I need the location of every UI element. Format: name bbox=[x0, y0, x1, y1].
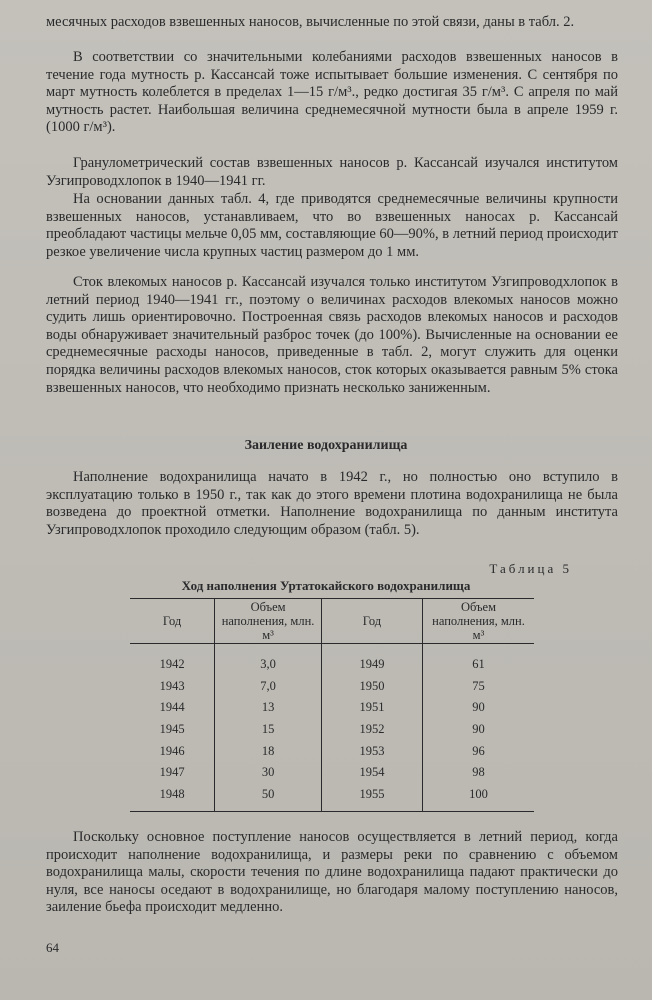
cell-year: 1944 bbox=[130, 697, 215, 719]
reservoir-filling-table bbox=[130, 598, 534, 812]
section-title: Заиление водохранилища bbox=[244, 438, 408, 453]
cell-volume: 13 bbox=[215, 697, 322, 719]
header-volume-2: Объем наполнения, млн. м³ bbox=[423, 599, 535, 644]
table-header-row bbox=[130, 599, 534, 644]
paragraph-reservoir-filling: Наполнение водохранилища начато в 1942 г., но полностью оно вступило в эксплуатацию только в 1950 г., так как до этого времени плотина водохранилища не была возведена до проектной отметки. Наполнение водохранилища по данным института Узгипроводхлопок проходило следующим образом (табл. 5). bbox=[46, 469, 618, 538]
paragraph-continuation: месячных расходов взвешенных наносов, вычисленные по этой связи, даны в табл. 2. bbox=[46, 14, 575, 30]
paragraph-granulometry: Гранулометрический состав взвешенных наносов р. Кассансай изучался институтом Узгипроводхлопок в 1940—1941 гг. bbox=[46, 155, 618, 189]
table-row bbox=[130, 740, 534, 762]
cell-year: 1953 bbox=[321, 740, 422, 762]
cell-volume: 90 bbox=[472, 722, 485, 737]
cell-year: 1947 bbox=[130, 762, 215, 784]
paragraph-turbidity: В соответствии со значительными колебаниями расходов взвешенных наносов в течение года мутность р. Кассансай тоже испытывает большие изменения. С сентября по март мутность колеблется в пределах 1—15 г/м³., редко достигая 35 г/м³. С апреля по май мутность растет. Наибольшая величина среднемесячной мутности была в апреле 1959 г. (1000 г/м³). bbox=[46, 49, 618, 136]
paragraph-bedload: Сток влекомых наносов р. Кассансай изучался только институтом Узгипроводхлопок в летний период 1940—1941 гг., поэтому о величинах расходов влекомых наносов можно судить лишь ориентировочно. Построенная связь расходов влекомых наносов и расходов воды обнаруживает значительный разброс точек (до 100%). Вычисленные на основании ее среднемесячные расходы наносов, приведенные в табл. 2, могут служить для оценки порядка величины расходов влекомых наносов, сток которых оказывается равным 5% стока взвешенных наносов, что необходимо признать несколько заниженным. bbox=[46, 274, 618, 396]
cell-volume: 30 bbox=[215, 762, 322, 784]
table-row bbox=[130, 719, 534, 741]
cell-year: 1945 bbox=[130, 719, 215, 741]
table-row bbox=[130, 762, 534, 784]
cell-year: 1954 bbox=[321, 762, 422, 784]
cell-volume: 96 bbox=[472, 743, 485, 758]
table-row bbox=[130, 676, 534, 698]
cell-volume: 98 bbox=[472, 765, 485, 780]
cell-volume: 90 bbox=[472, 700, 485, 715]
cell-year: 1950 bbox=[321, 676, 422, 698]
table-label: Таблица 5 bbox=[489, 561, 572, 576]
cell-year: 1951 bbox=[321, 697, 422, 719]
paragraph-particle-size: На основании данных табл. 4, где приводятся среднемесячные величины крупности взвешенных наносов, устанавливаем, что во взвешенных наносах р. Кассансай преобладают частицы мельче 0,05 мм, составляющие 60—90%, в летний период происходит резкое увеличение числа крупных частиц размером до 1 мм. bbox=[46, 191, 618, 260]
header-year-1: Год bbox=[130, 599, 215, 644]
paragraph-siltation: Поскольку основное поступление наносов осуществляется в летний период, когда происходит наполнение водохранилища, и размеры реки по сравнению с объемом водохранилища малы, скорости течения по длине водохранилища падают практически до нуля, все наносы оседают в водохранилище, но благодаря малому поступлению наносов, заиление бьефа происходит медленно. bbox=[46, 829, 618, 916]
table-row bbox=[130, 697, 534, 719]
table-row bbox=[130, 784, 534, 812]
header-year-2: Год bbox=[321, 599, 422, 644]
page-number: 64 bbox=[46, 940, 59, 955]
table-caption: Ход наполнения Уртатокайского водохранилища bbox=[181, 578, 471, 593]
cell-volume: 50 bbox=[215, 784, 322, 812]
cell-volume: 61 bbox=[472, 657, 485, 672]
cell-year: 1952 bbox=[321, 719, 422, 741]
cell-volume: 3,0 bbox=[215, 644, 322, 676]
header-volume-1: Объем наполнения, млн. м³ bbox=[215, 599, 322, 644]
cell-volume: 15 bbox=[215, 719, 322, 741]
cell-volume: 7,0 bbox=[215, 676, 322, 698]
cell-year: 1943 bbox=[130, 676, 215, 698]
cell-year: 1942 bbox=[130, 644, 215, 676]
cell-year: 1946 bbox=[130, 740, 215, 762]
cell-volume: 18 bbox=[215, 740, 322, 762]
cell-year: 1955 bbox=[321, 784, 422, 812]
table-row bbox=[130, 644, 534, 676]
cell-volume: 75 bbox=[472, 678, 485, 693]
cell-volume: 100 bbox=[423, 784, 535, 812]
cell-year: 1949 bbox=[321, 644, 422, 676]
cell-year: 1948 bbox=[130, 784, 215, 812]
